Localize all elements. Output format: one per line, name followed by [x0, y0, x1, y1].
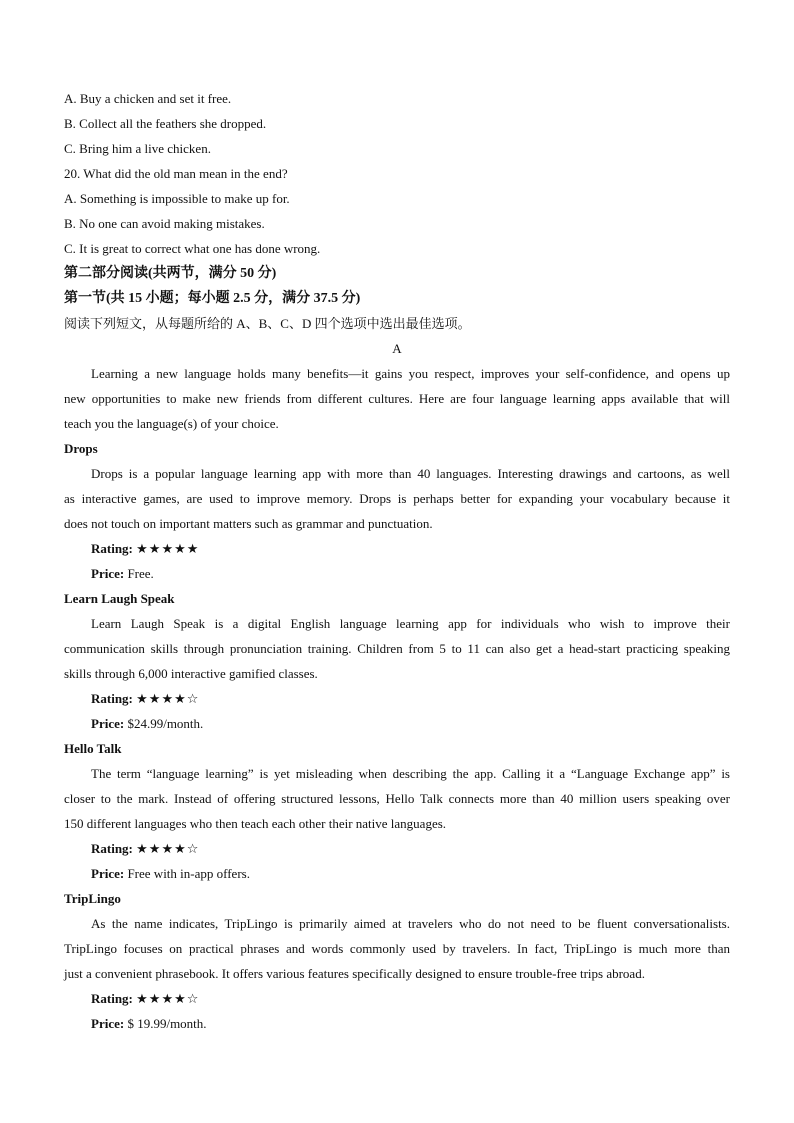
- price-row: [64, 561, 730, 586]
- app-entry-triplingo: [64, 886, 730, 1036]
- app-desc-line: does not touch on important matters such as grammar and punctuation.: [64, 516, 433, 531]
- passage-label: A: [392, 341, 402, 356]
- price-value: Free with in-app offers.: [127, 866, 250, 881]
- price-value: $24.99/month.: [127, 716, 204, 731]
- app-desc-line: as interactive games, are used to improve memory. Drops is perhaps better for expanding your vocabulary because it: [64, 491, 730, 506]
- option-c: C. It is great to correct what one has done wrong.: [64, 241, 321, 256]
- exam-page: [64, 86, 730, 1036]
- app-desc-line: The term “language learning” is yet misleading when describing the app. Calling it a “Language Exchange app” is: [91, 766, 730, 781]
- app-desc-line: TripLingo focuses on practical phrases and words commonly used by travelers. In fact, TripLingo is much more than: [64, 941, 730, 956]
- option-b: B. No one can avoid making mistakes.: [64, 216, 265, 231]
- price-label: Price:: [91, 866, 125, 881]
- app-desc-line: 150 different languages who then teach each other their native languages.: [64, 816, 447, 831]
- star-rating-icon: ★★★★☆: [136, 842, 200, 857]
- price-row: [64, 861, 730, 886]
- app-name: Hello Talk: [64, 741, 122, 756]
- star-rating-icon: ★★★★☆: [136, 992, 200, 1007]
- app-desc-line: Drops is a popular language learning app with more than 40 languages. Interesting drawings and cartoons, as well: [91, 466, 730, 481]
- app-desc-line: Learn Laugh Speak is a digital English language learning app for individuals who wish to improve their: [91, 616, 730, 631]
- question-text: 20. What did the old man mean in the end?: [64, 166, 288, 181]
- question-20: [64, 161, 730, 261]
- app-entry-learn-laugh-speak: [64, 586, 730, 736]
- star-rating-icon: ★★★★☆: [136, 692, 200, 707]
- rating-row: [64, 986, 730, 1011]
- instruction: 阅读下列短文，从每题所给的 A、B、C、D 四个选项中选出最佳选项。: [64, 316, 471, 331]
- rating-label: Rating:: [91, 841, 133, 856]
- app-desc-line: communication skills through pronunciation training. Children from 5 to 11 can also get a head-start practicing speaking: [64, 641, 730, 656]
- part-heading: 第二部分阅读(共两节，满分 50 分): [64, 266, 277, 281]
- rating-label: Rating:: [91, 691, 133, 706]
- price-value: $ 19.99/month.: [127, 1016, 207, 1031]
- passage-intro: [64, 361, 730, 436]
- app-name: Drops: [64, 441, 98, 456]
- question-19-options: [64, 86, 730, 161]
- option-a: A. Buy a chicken and set it free.: [64, 91, 232, 106]
- rating-label: Rating:: [91, 991, 133, 1006]
- option-a: A. Something is impossible to make up for.: [64, 191, 290, 206]
- app-entry-drops: [64, 436, 730, 586]
- app-name: Learn Laugh Speak: [64, 591, 175, 606]
- price-row: [64, 711, 730, 736]
- price-value: Free.: [127, 566, 154, 581]
- rating-row: [64, 686, 730, 711]
- app-entry-hello-talk: [64, 736, 730, 886]
- section-heading: 第一节(共 15 小题；每小题 2.5 分，满分 37.5 分): [64, 291, 361, 306]
- option-c: C. Bring him a live chicken.: [64, 141, 211, 156]
- price-row: [64, 1011, 730, 1036]
- option-b: B. Collect all the feathers she dropped.: [64, 116, 267, 131]
- app-desc-line: skills through 6,000 interactive gamified classes.: [64, 666, 318, 681]
- price-label: Price:: [91, 566, 125, 581]
- app-desc-line: just a convenient phrasebook. It offers various features specifically designed to ensure trouble-free trips abroad.: [64, 966, 645, 981]
- rating-row: [64, 536, 730, 561]
- price-label: Price:: [91, 716, 125, 731]
- app-name: TripLingo: [64, 891, 121, 906]
- intro-line: new opportunities to make new friends from different cultures. Here are four language learning apps available that will: [64, 391, 730, 406]
- app-desc-line: As the name indicates, TripLingo is primarily aimed at travelers who do not need to be fluent conversationalists.: [91, 916, 730, 931]
- price-label: Price:: [91, 1016, 125, 1031]
- rating-label: Rating:: [91, 541, 133, 556]
- rating-row: [64, 836, 730, 861]
- app-desc-line: closer to the mark. Instead of offering structured lessons, Hello Talk connects more than 40 million users speaking over: [64, 791, 730, 806]
- intro-line: teach you the language(s) of your choice.: [64, 416, 279, 431]
- intro-line: Learning a new language holds many benefits—it gains you respect, improves your self-confidence, and opens up: [91, 366, 730, 381]
- star-rating-icon: ★★★★★: [136, 542, 200, 557]
